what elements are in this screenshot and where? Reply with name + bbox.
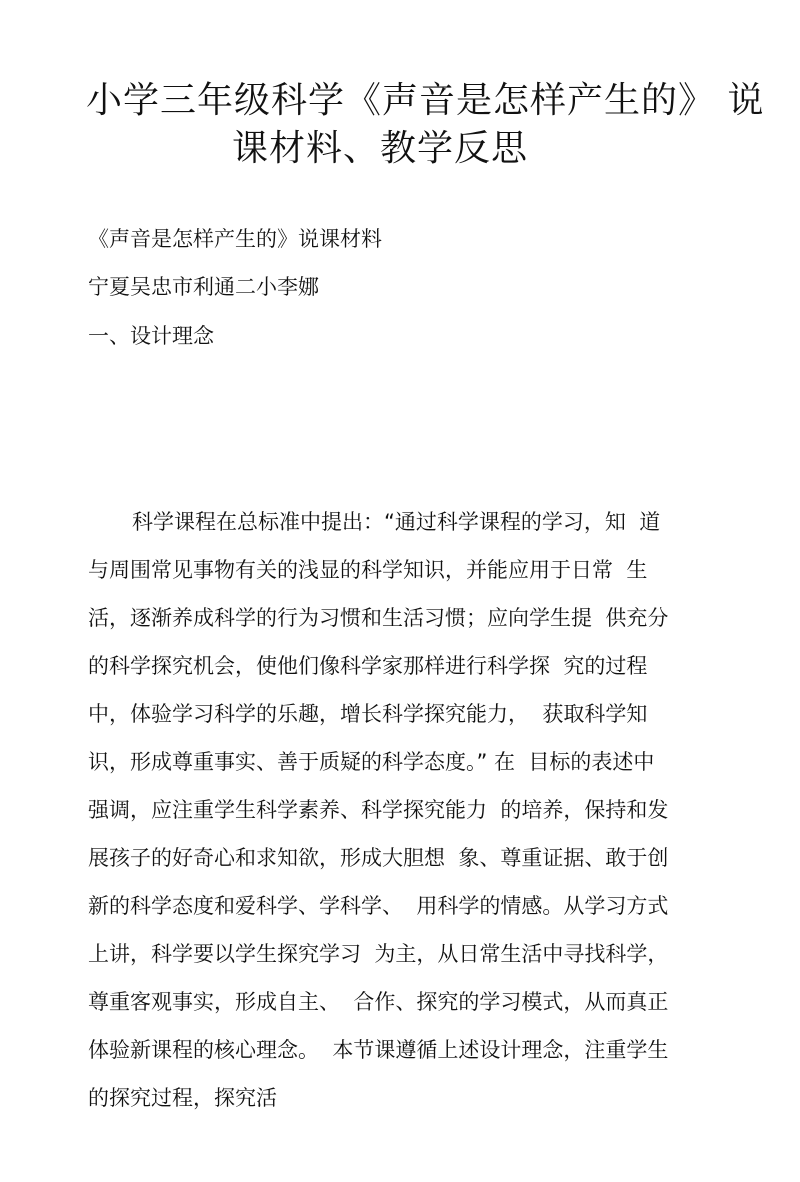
paragraph-line: 中，体验学习科学的乐趣，增长科学探究能力， 获取科学知 [88,702,648,726]
paragraph-line: 的科学探究机会，使他们像科学家那样进行科学探 究的过程 [88,654,648,678]
document-title-line-1: 小学三年级科学《声音是怎样产生的》 说 [86,80,765,121]
paragraph-line: 的探究过程，探究活 [88,1086,277,1110]
paragraph-line: 体验新课程的核心理念。 本节课遵循上述设计理念，注重学生 [88,1038,669,1062]
body-paragraph [88,498,718,1122]
paragraph-line: 强调，应注重学生科学素养、科学探究能力 的培养，保持和发 [88,798,669,822]
section-heading: 一、设计理念 [88,324,214,348]
paragraph-line: 上讲，科学要以学生探究学习 为主，从日常生活中寻找科学， [88,942,669,966]
paragraph-line: 尊重客观事实，形成自主、 合作、探究的学习模式，从而真正 [88,990,669,1014]
paragraph-line: 活，逐渐养成科学的行为习惯和生活习惯；应向学生提 供充分 [88,606,669,630]
paragraph-line: 科学课程在总标准中提出：“通过科学课程的学习，知 道 [132,510,661,534]
document-title-line-2: 课材料、教学反思 [232,128,529,169]
document-subtitle: 《声音是怎样产生的》说课材料 [88,227,382,251]
paragraph-line: 展孩子的好奇心和求知欲，形成大胆想 象、尊重证据、敢于创 [88,846,669,870]
paragraph-line: 新的科学态度和爱科学、学科学、 用科学的情感。从学习方式 [88,894,669,918]
author-line: 宁夏吴忠市利通二小李娜 [88,275,319,299]
paragraph-line: 识，形成尊重事实、善于质疑的科学态度。” 在 目标的表述中 [88,750,655,774]
paragraph-line: 与周围常见事物有关的浅显的科学知识，并能应用于日常 生 [88,558,648,582]
